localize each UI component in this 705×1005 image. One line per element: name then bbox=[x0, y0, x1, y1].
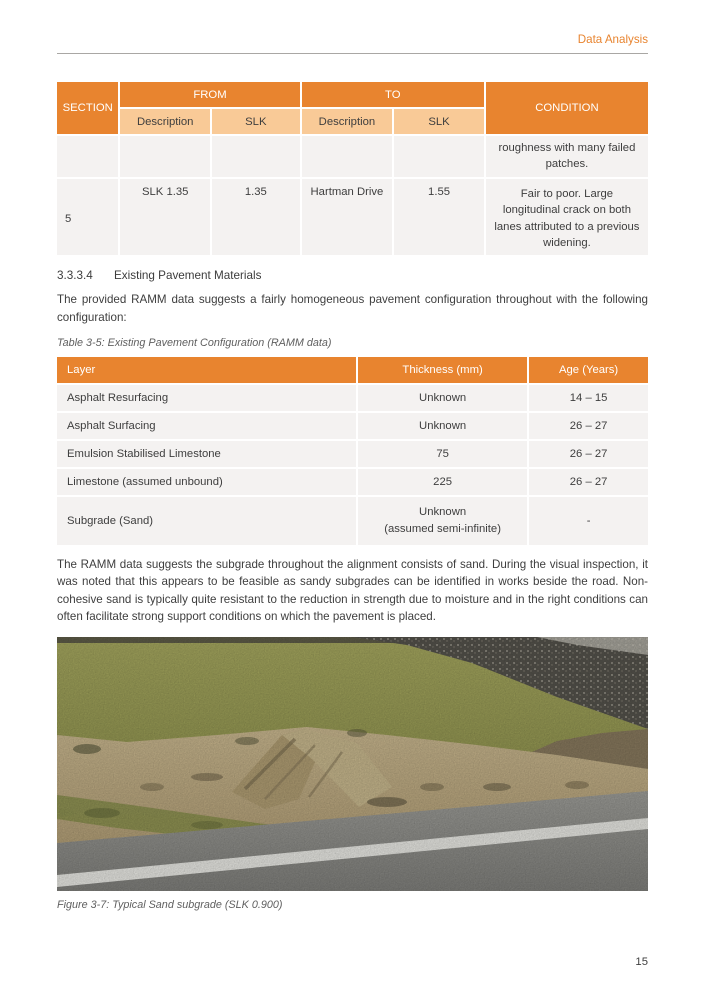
cell-thickness: Unknown bbox=[358, 413, 527, 439]
thickness-value: Unknown bbox=[419, 506, 467, 519]
cell-to-description bbox=[302, 136, 393, 177]
cell-to-description: Hartman Drive bbox=[302, 179, 393, 256]
section-heading bbox=[57, 269, 648, 282]
cell-layer: Emulsion Stabilised Limestone bbox=[57, 441, 356, 467]
page-content bbox=[57, 0, 648, 911]
cell-thickness: 225 bbox=[358, 469, 527, 495]
header-rule bbox=[57, 53, 648, 54]
heading-number: 3.3.3.4 bbox=[57, 269, 93, 283]
section-condition-table bbox=[55, 80, 650, 257]
cell-layer: Subgrade (Sand) bbox=[57, 497, 356, 545]
page-number: 15 bbox=[635, 956, 648, 968]
figure-caption: Figure 3-7: Typical Sand subgrade (SLK 0.900) bbox=[57, 898, 283, 911]
cell-age: 14 – 15 bbox=[529, 385, 648, 411]
subgrade-photo-illustration bbox=[57, 637, 648, 891]
paragraph: The RAMM data suggests the subgrade throughout the alignment consists of sand. During the visual inspection, it was noted that this appears to be feasible as sandy subgrades can be identified in works beside the road. Non-cohesive sand is typically quite resistant to the reduction in strength due to moisture and in the right conditions can often facilitate strong support conditions on which the pavement is placed. bbox=[57, 558, 648, 624]
table-row bbox=[57, 441, 648, 467]
subheader-to-description: Description bbox=[302, 109, 393, 134]
cell-age: 26 – 27 bbox=[529, 413, 648, 439]
cell-age: 26 – 27 bbox=[529, 469, 648, 495]
cell-condition: Fair to poor. Large longitudinal crack on both lanes attributed to a previous widening. bbox=[486, 179, 648, 256]
table-row bbox=[57, 385, 648, 411]
column-header-condition: CONDITION bbox=[486, 82, 648, 134]
cell-thickness bbox=[358, 497, 527, 545]
table-row bbox=[57, 136, 648, 177]
subheader-from-description: Description bbox=[120, 109, 210, 134]
paragraph: The provided RAMM data suggests a fairly homogeneous pavement configuration throughout with the following configuration: bbox=[57, 293, 648, 324]
cell-from-slk bbox=[212, 136, 300, 177]
cell-to-slk: 1.55 bbox=[394, 179, 484, 256]
subheader-from-slk: SLK bbox=[212, 109, 300, 134]
cell-from-description bbox=[120, 136, 210, 177]
table-row bbox=[57, 179, 648, 256]
table-row bbox=[57, 469, 648, 495]
subheader-to-slk: SLK bbox=[394, 109, 484, 134]
table-row bbox=[57, 413, 648, 439]
cell-from-slk: 1.35 bbox=[212, 179, 300, 256]
column-header-thickness: Thickness (mm) bbox=[358, 357, 527, 383]
cell-thickness: 75 bbox=[358, 441, 527, 467]
heading-title: Existing Pavement Materials bbox=[114, 269, 262, 283]
table-row bbox=[57, 497, 648, 545]
running-header: Data Analysis bbox=[577, 33, 648, 46]
cell-to-slk bbox=[394, 136, 484, 177]
column-header-to: TO bbox=[302, 82, 484, 107]
cell-layer: Asphalt Resurfacing bbox=[57, 385, 356, 411]
column-header-layer: Layer bbox=[57, 357, 356, 383]
cell-section bbox=[57, 136, 118, 177]
pavement-configuration-table bbox=[55, 355, 650, 547]
subgrade-photo bbox=[57, 637, 648, 891]
table-caption: Table 3-5: Existing Pavement Configuration (RAMM data) bbox=[57, 337, 332, 350]
cell-age: 26 – 27 bbox=[529, 441, 648, 467]
column-header-section: SECTION bbox=[57, 82, 118, 134]
cell-section: 5 bbox=[57, 179, 118, 256]
column-header-from: FROM bbox=[120, 82, 299, 107]
thickness-note: (assumed semi-infinite) bbox=[384, 523, 501, 536]
column-header-age: Age (Years) bbox=[529, 357, 648, 383]
cell-condition: roughness with many failed patches. bbox=[486, 136, 648, 177]
cell-layer: Limestone (assumed unbound) bbox=[57, 469, 356, 495]
cell-thickness: Unknown bbox=[358, 385, 527, 411]
cell-from-description: SLK 1.35 bbox=[120, 179, 210, 256]
cell-layer: Asphalt Surfacing bbox=[57, 413, 356, 439]
cell-age: - bbox=[529, 497, 648, 545]
